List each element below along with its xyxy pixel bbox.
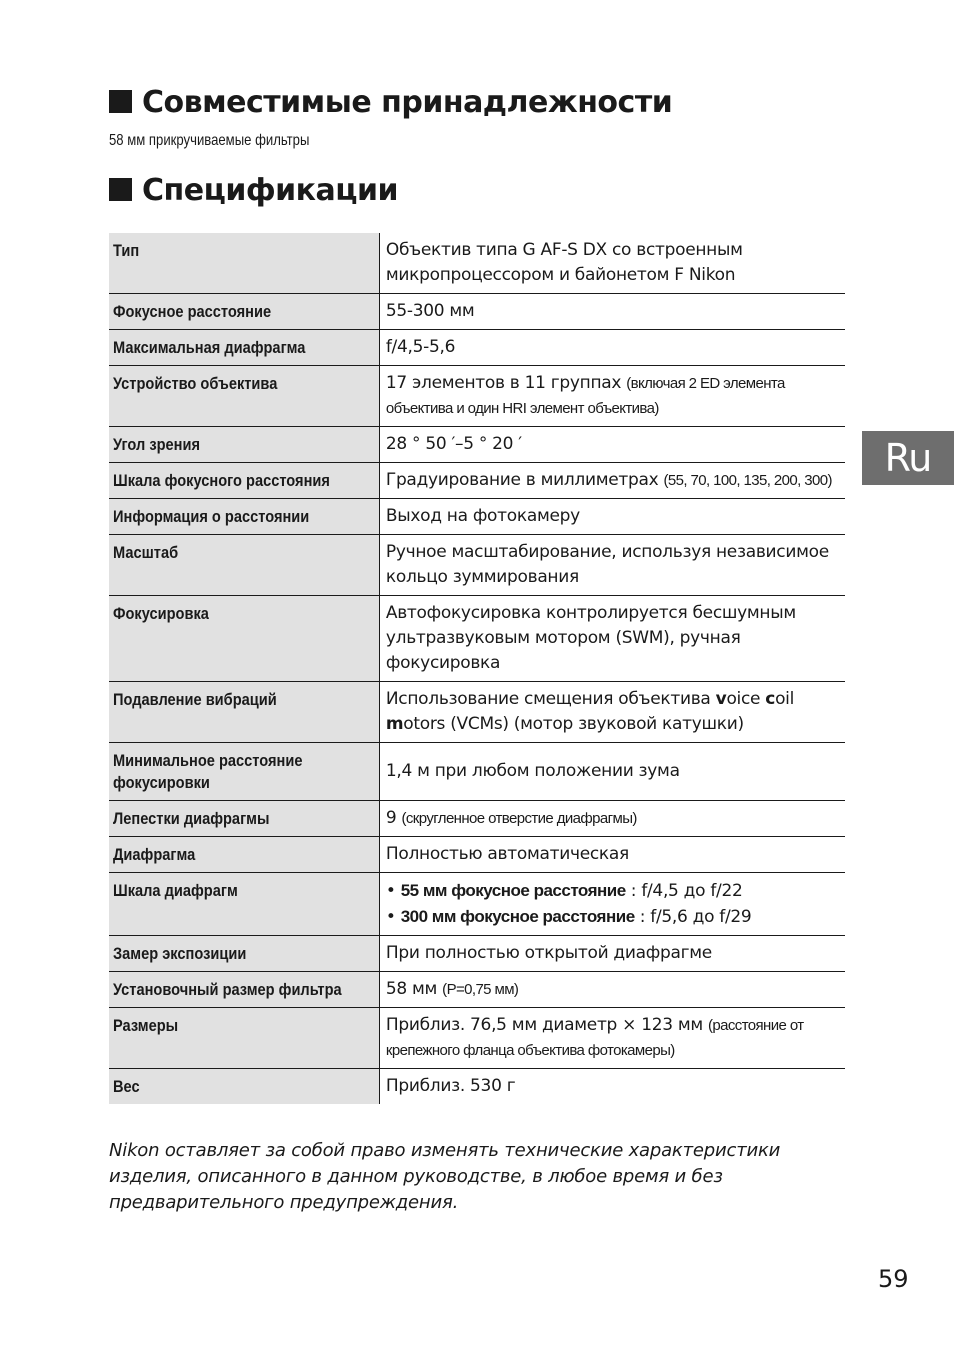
spec-value: 1,4 м при любом положении зума <box>385 761 680 781</box>
spec-value: Автофокусировка контролируется бесшумным ультразвуковым мотором (SWM), ручная фокусировка <box>385 603 796 673</box>
disclaimer: Nikon оставляет за собой право изменять технические характеристики изделия, описанного в данном руководстве, в любое время и без предварительного предупреждения. <box>109 1140 781 1213</box>
spec-value: Выход на фотокамеру <box>385 506 580 526</box>
spec-value: 9 (скругленное отверстие диафрагмы) <box>385 808 637 828</box>
spec-label: Вес <box>113 1077 140 1096</box>
spec-note: (включая 2 ED элемента объектива и один HRI элемент объектива) <box>385 375 785 417</box>
heading-square-icon <box>109 90 132 113</box>
spec-row-focal-scale <box>109 463 845 499</box>
spec-table <box>109 233 845 1104</box>
spec-label: Подавление вибраций <box>113 690 277 709</box>
accessories-text: 58 мм прикручиваемые фильтры <box>109 132 310 149</box>
spec-note: (P=0,75 мм) <box>442 981 519 998</box>
spec-row-angle-of-view <box>109 427 845 463</box>
spec-row-lens-construction <box>109 366 845 427</box>
spec-row-diaphragm-blades <box>109 801 845 837</box>
accessories-heading <box>109 86 672 120</box>
heading-square-icon <box>109 178 132 201</box>
spec-label: Фокусировка <box>113 604 209 623</box>
spec-label: Установочный размер фильтра <box>113 980 342 999</box>
spec-value: Использование смещения объектива voice coil motors (VCMs) (мотор звуковой катушки) <box>385 689 795 734</box>
spec-note: (55, 70, 100, 135, 200, 300) <box>663 472 832 489</box>
spec-row-diaphragm <box>109 837 845 873</box>
spec-row-aperture-range <box>109 873 845 936</box>
spec-value: Ручное масштабирование, используя независимое кольцо зуммирования <box>385 542 829 587</box>
spec-label: Устройство объектива <box>113 374 278 393</box>
spec-label: Лепестки диафрагмы <box>113 809 270 828</box>
spec-row-zoom <box>109 535 845 596</box>
spec-value: 28 ° 50 ′–5 ° 20 ′ <box>385 434 522 454</box>
bullet-item: • 55 мм фокусное расстояние : f/4,5 до f/22 <box>385 881 743 901</box>
spec-label: Шкала фокусного расстояния <box>113 471 330 490</box>
page-number: 59 <box>878 1265 909 1293</box>
language-tab: Ru <box>862 431 954 485</box>
spec-label: Масштаб <box>113 543 179 562</box>
spec-note: (скругленное отверстие диафрагмы) <box>401 810 637 827</box>
spec-row-filter-size <box>109 972 845 1008</box>
spec-value: Градуирование в миллиметрах (55, 70, 100, 135, 200, 300) <box>385 470 832 490</box>
spec-row-focusing <box>109 596 845 682</box>
spec-row-distance-info <box>109 499 845 535</box>
spec-label: Максимальная диафрагма <box>113 338 306 357</box>
spec-value: 58 мм (P=0,75 мм) <box>385 979 519 999</box>
spec-value: 55-300 мм <box>385 301 475 321</box>
spec-row-metering <box>109 936 845 972</box>
spec-label: Размеры <box>113 1016 179 1035</box>
accessories-title: Совместимые принадлежности <box>142 85 673 120</box>
spec-value: Приблиз. 530 г <box>385 1076 516 1096</box>
specs-title: Спецификации <box>142 173 399 208</box>
spec-value: Приблиз. 76,5 мм диаметр × 123 мм (расстояние от крепежного фланца объектива фотокамеры) <box>385 1015 804 1059</box>
spec-row-focal-length <box>109 294 845 330</box>
spec-label: Фокусное расстояние <box>113 302 272 321</box>
spec-row-dimensions <box>109 1008 845 1069</box>
spec-value: 17 элементов в 11 группах (включая 2 ED элемента объектива и один HRI элемент объектива) <box>385 373 785 417</box>
spec-label: Минимальное расстояние фокусировки <box>113 751 303 792</box>
spec-label: Диафрагма <box>113 845 196 864</box>
bullet-item: • 300 мм фокусное расстояние : f/5,6 до f/29 <box>385 907 752 927</box>
spec-value: f/4,5-5,6 <box>385 337 456 357</box>
spec-label: Информация о расстоянии <box>113 507 310 526</box>
spec-label: Замер экспозиции <box>113 944 247 963</box>
spec-row-weight <box>109 1069 845 1105</box>
spec-value: При полностью открытой диафрагме <box>385 943 712 963</box>
spec-row-type <box>109 233 845 294</box>
spec-label: Угол зрения <box>113 435 201 454</box>
spec-value: Полностью автоматическая <box>385 844 629 864</box>
spec-row-vibration-reduction <box>109 682 845 743</box>
spec-row-min-focus-distance <box>109 743 845 801</box>
specs-heading <box>109 174 398 208</box>
spec-value <box>379 873 845 936</box>
spec-row-max-aperture <box>109 330 845 366</box>
spec-label: Тип <box>113 241 140 260</box>
spec-value: Объектив типа G AF-S DX со встроенным микропроцессором и байонетом F Nikon <box>385 240 743 285</box>
spec-label: Шкала диафрагм <box>113 881 238 900</box>
spec-note: (расстояние от крепежного фланца объектива фотокамеры) <box>385 1017 804 1059</box>
